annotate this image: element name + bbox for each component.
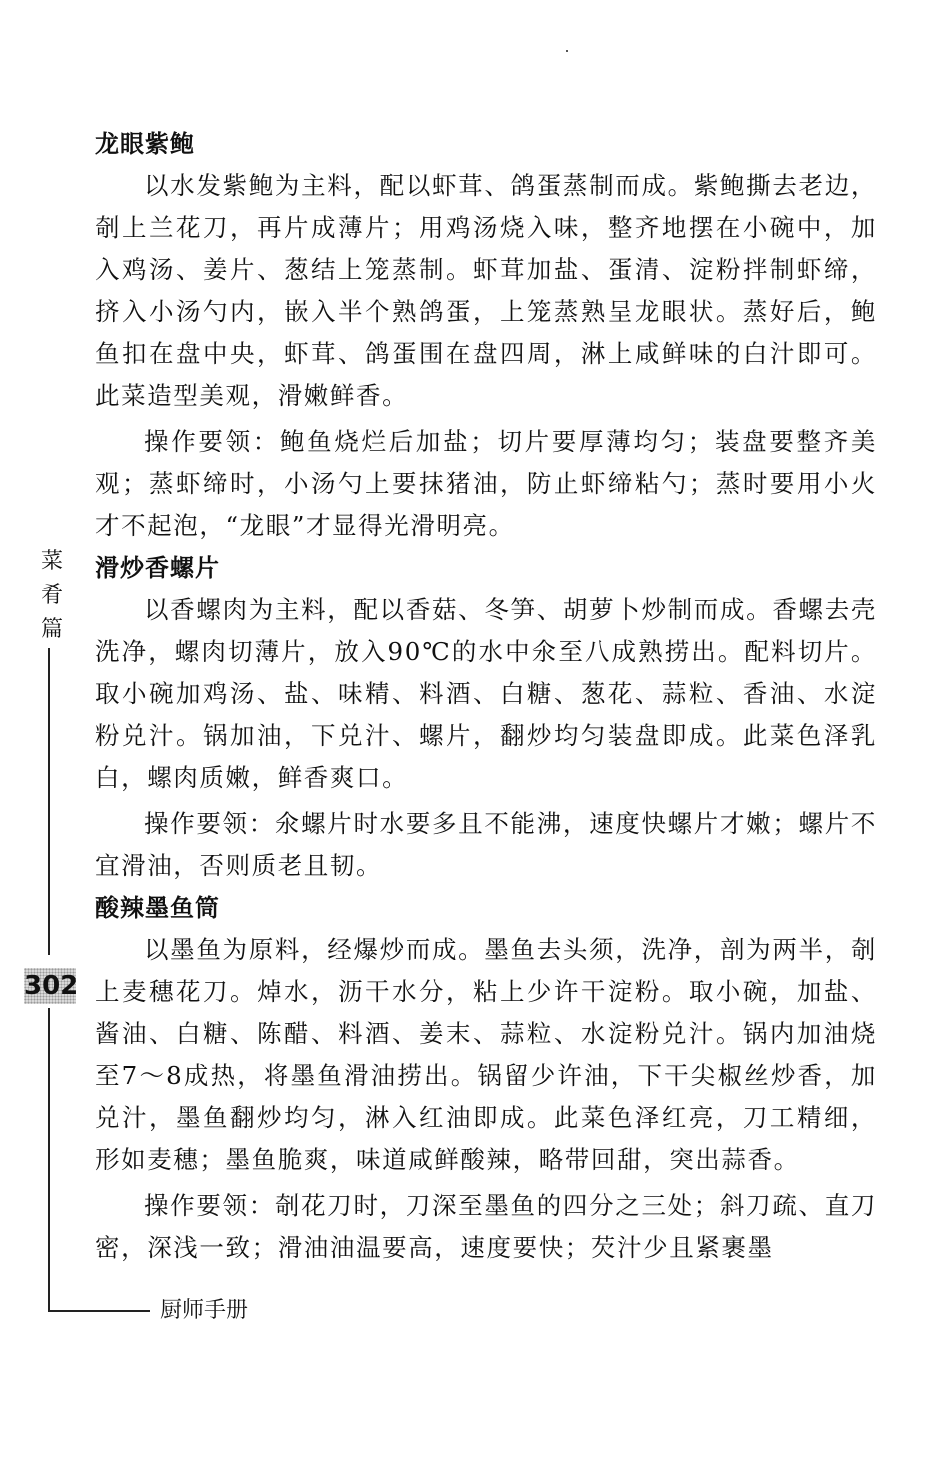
scan-mark bbox=[566, 50, 568, 52]
margin-rule-top bbox=[48, 648, 50, 955]
section-paragraph: 以墨鱼为原料，经爆炒而成。墨鱼去头须，洗净，剖为两半，剞上麦穗花刀。焯水，沥干水分，粘上少许干淀粉。取小碗，加盐、酱油、白糖、陈醋、料酒、姜末、蒜粒、水淀粉兑汁。锅内加油烧至7～8成热，将墨鱼滑油捞出。锅留少许油，下干尖椒丝炒香，加兑汁，墨鱼翻炒均匀，淋入红油即成。此菜色泽红亮，刀工精细，形如麦穗；墨鱼脆爽，味道咸鲜酸辣，略带回甜，突出蒜香。 bbox=[95, 935, 877, 1174]
section-paragraph: 以水发紫鲍为主料，配以虾茸、鸽蛋蒸制而成。紫鲍撕去老边，剞上兰花刀，再片成薄片；用鸡汤烧入味，整齐地摆在小碗中，加入鸡汤、姜片、葱结上笼蒸制。虾茸加盐、蛋清、淀粉拌制虾缔，挤入小汤勺内，嵌入半个熟鸽蛋，上笼蒸熟呈龙眼状。蒸好后，鲍鱼扣在盘中央，虾茸、鸽蛋围在盘四周，淋上咸鲜味的白汁即可。此菜造型美观，滑嫩鲜香。 bbox=[95, 171, 877, 410]
section-tips: 操作要领：氽螺片时水要多且不能沸，速度快螺片才嫩；螺片不宜滑油，否则质老且韧。 bbox=[95, 809, 877, 880]
section-title: 龙眼紫鲍 bbox=[95, 130, 195, 158]
margin-rule-bottom bbox=[48, 1008, 50, 1312]
page-body bbox=[95, 123, 877, 1269]
section-tips: 操作要领：剞花刀时，刀深至墨鱼的四分之三处；斜刀疏、直刀密，深浅一致；滑油油温要高，速度要快；芡汁少且紧裹墨 bbox=[95, 1191, 877, 1262]
section-tips: 操作要领：鲍鱼烧烂后加盐；切片要厚薄均匀；装盘要整齐美观；蒸虾缔时，小汤勺上要抹猪油，防止虾缔粘勺；蒸时要用小火才不起泡，“龙眼”才显得光滑明亮。 bbox=[95, 427, 877, 540]
footer-book-title: 厨师手册 bbox=[160, 1298, 249, 1323]
footer-rule bbox=[48, 1310, 150, 1312]
page-number: 302 bbox=[24, 968, 76, 1004]
section-paragraph: 以香螺肉为主料，配以香菇、冬笋、胡萝卜炒制而成。香螺去壳洗净，螺肉切薄片，放入90℃的水中氽至八成熟捞出。配料切片。取小碗加鸡汤、盐、味精、料酒、白糖、葱花、蒜粒、香油、水淀粉兑汁。锅加油，下兑汁、螺片，翻炒均匀装盘即成。此菜色泽乳白，螺肉质嫩，鲜香爽口。 bbox=[95, 595, 877, 792]
section-title: 滑炒香螺片 bbox=[95, 554, 220, 582]
side-label-char: 肴 bbox=[40, 583, 63, 608]
side-label-char: 篇 bbox=[40, 617, 63, 642]
side-label-char: 菜 bbox=[40, 549, 63, 574]
chapter-side-label bbox=[40, 545, 64, 647]
section-title: 酸辣墨鱼筒 bbox=[95, 894, 220, 922]
